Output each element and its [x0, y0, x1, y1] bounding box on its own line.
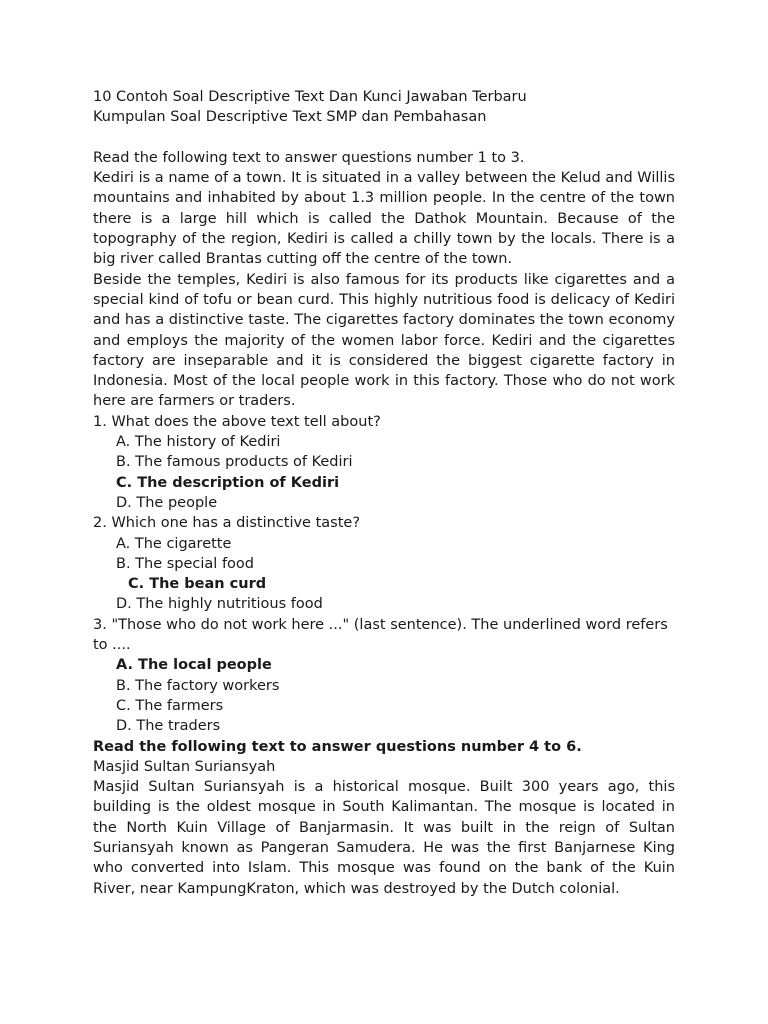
kediri-paragraph-2: Beside the temples, Kediri is also famous for its products like cigarettes and a special kind of tofu or bean curd. This highly nutritious food is delicacy of Kediri and has a distinctive taste. The cigarettes factory dominates the town economy and employs the majority of the women labor force. Kediri and the cigarettes factory are inseparable and it is considered the biggest cigarette factory in Indonesia. Most of the local people work in this factory. Those who do not work here are farmers or traders.: [93, 271, 675, 410]
q2-option-c-answer: C. The bean curd: [128, 576, 267, 593]
document-title: 10 Contoh Soal Descriptive Text Dan Kunci Jawaban Terbaru: [93, 89, 527, 105]
section2-title: Masjid Sultan Suriansyah: [93, 758, 276, 775]
section2-instruction: Read the following text to answer questions number 4 to 6.: [93, 738, 582, 755]
q1-option-b: B. The famous products of Kediri: [116, 454, 353, 471]
q3-option-b: B. The factory workers: [116, 677, 280, 694]
question-1: 1. What does the above text tell about?: [93, 413, 381, 430]
kediri-paragraph-1: Kediri is a name of a town. It is situated in a valley between the Kelud and Willis mountains and inhabited by about 1.3 million people. In the centre of the town there is a large hill which is called the Dathok Mountain. Because of the topography of the region, Kediri is called a chilly town by the locals. There is a big river called Brantas cutting off the centre of the town.: [93, 170, 675, 268]
q1-option-d: D. The people: [116, 494, 218, 511]
q3-option-c: C. The farmers: [116, 697, 224, 714]
document-page: [93, 87, 675, 899]
q2-option-a: A. The cigarette: [116, 535, 232, 552]
section1-instruction: Read the following text to answer questions number 1 to 3.: [93, 149, 525, 166]
q3-option-d: D. The traders: [116, 718, 221, 735]
q2-option-b: B. The special food: [116, 555, 254, 572]
question-3-continued: to ....: [93, 637, 131, 654]
q1-option-a: A. The history of Kediri: [116, 434, 281, 451]
q2-option-d: D. The highly nutritious food: [116, 596, 323, 613]
question-3: 3. "Those who do not work here ..." (last sentence). The underlined word refers: [93, 616, 668, 633]
q3-option-a-answer: A. The local people: [116, 657, 272, 674]
mosque-paragraph: Masjid Sultan Suriansyah is a historical mosque. Built 300 years ago, this building is the oldest mosque in South Kalimantan. The mosque is located in the North Kuin Village of Banjarmasin. It was built in the reign of Sultan Suriansyah known as Pangeran Samudera. He was the first Banjarnese King who converted into Islam. This mosque was found on the bank of the Kuin River, near KampungKraton, which was destroyed by the Dutch colonial.: [93, 779, 675, 897]
spacer: [93, 128, 675, 148]
question-2: 2. Which one has a distinctive taste?: [93, 515, 361, 532]
document-subtitle: Kumpulan Soal Descriptive Text SMP dan Pembahasan: [93, 109, 487, 126]
q1-option-c-answer: C. The description of Kediri: [116, 474, 340, 491]
